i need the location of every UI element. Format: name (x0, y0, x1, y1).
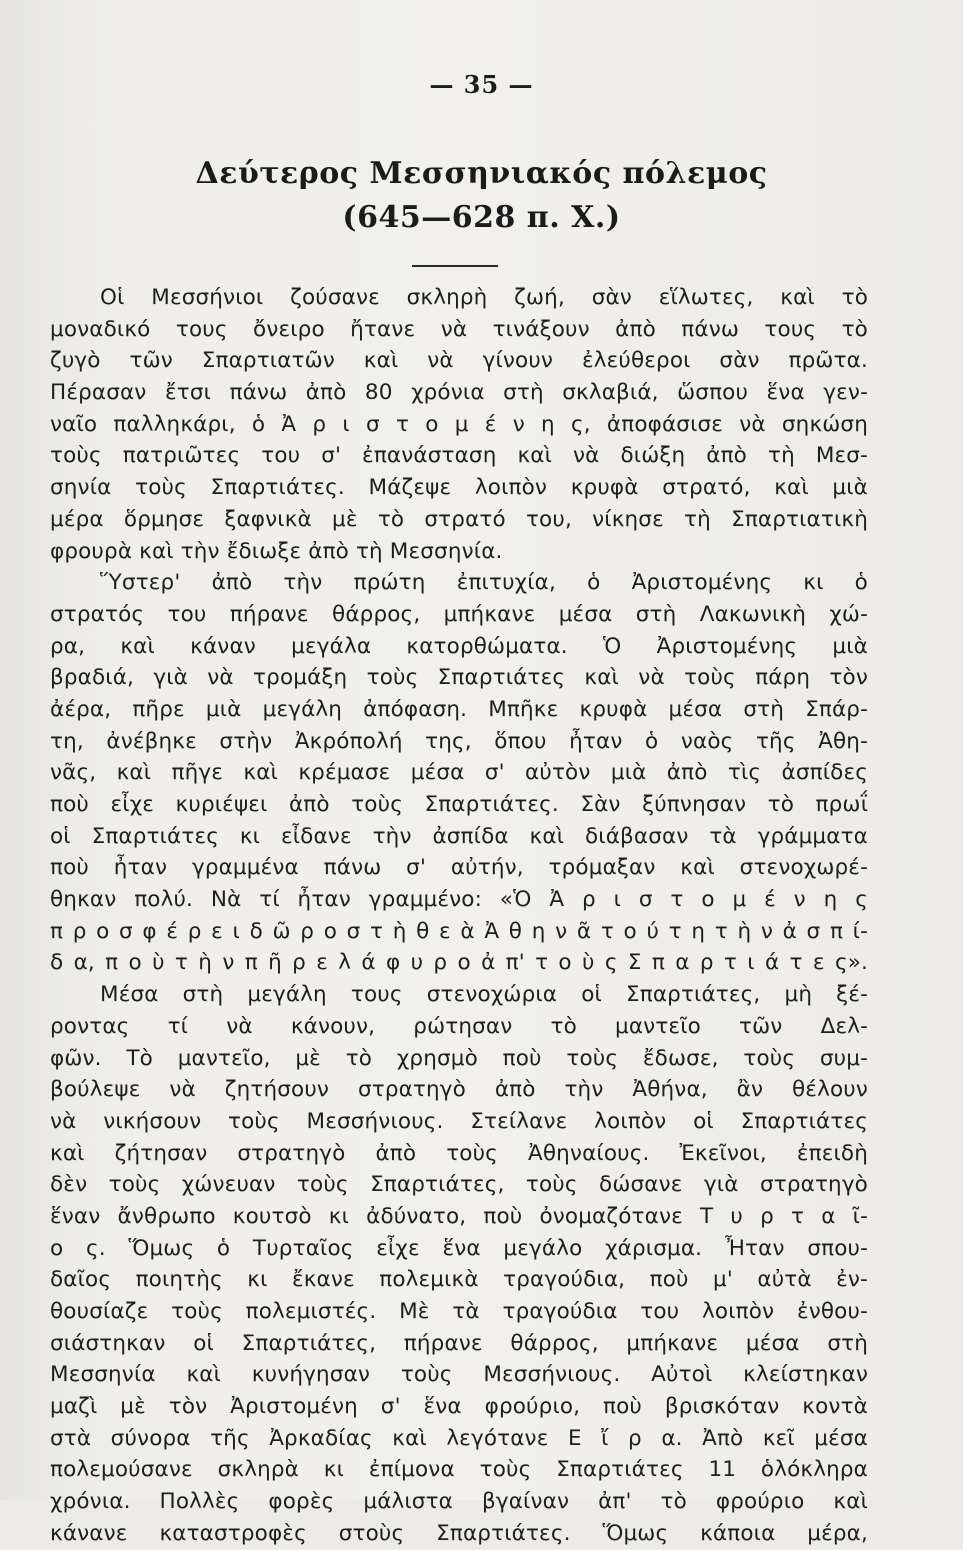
text-line: ρα, καὶ κάναν μεγάλα κατορθώματα. Ὁ Ἀριστομένης μιὰ (50, 633, 868, 659)
body-text (50, 282, 868, 1550)
text-line: σηνία τοὺς Σπαρτιάτες. Μάζεψε λοιπὸν κρυφὰ στρατό, καὶ μιὰ (50, 475, 868, 501)
text-line: Ὕστερ' ἀπὸ τὴν πρώτη ἐπιτυχία, ὁ Ἀριστομένης κι ὁ (100, 570, 868, 596)
text-line: ποὺ ἦταν γραμμένα πάνω σ' αὐτήν, τρόμαξαν καὶ στενοχωρέ- (50, 855, 868, 881)
text-line: καὶ ζήτησαν στρατηγὸ ἀπὸ τοὺς Ἀθηναίους. Ἐκεῖνοι, ἐπειδὴ (50, 1140, 868, 1166)
text-line: θουσίαζε τοὺς πολεμιστές. Μὲ τὰ τραγούδια του λοιπὸν ἐνθου- (50, 1299, 868, 1324)
text-line: μέρα ὅρμησε ξαφνικὰ μὲ τὸ στρατό του, νίκησε τὴ Σπαρτιατικὴ (50, 506, 868, 532)
text-line: φρουρὰ καὶ τὴν ἔδιωξε ἀπὸ τὴ Μεσσηνία. (50, 538, 503, 564)
text-line: ροντας τί νὰ κάνουν, ρώτησαν τὸ μαντεῖο τῶν Δελ- (50, 1013, 868, 1039)
text-line: μοναδικό τους ὄνειρο ἤτανε νὰ τινάξουν ἀπὸ πάνω τους τὸ (50, 316, 868, 342)
chapter-title (0, 152, 963, 240)
text-line: Μέσα στὴ μεγάλη τους στενοχώρια οἱ Σπαρτιάτες, μὴ ξέ- (100, 982, 868, 1008)
title-divider (412, 265, 498, 267)
text-line: δ α, π ο ὺ τ ὴ ν π ῆ ρ ε λ ά φ υ ρ ο ἀ π' τ ο ὺ ς Σ π α ρ τ ι ά τ ε ς». (50, 950, 868, 976)
text-line: τη, ἀνέβηκε στὴν Ἀκρόπολή της, ὅπου ἦταν ὁ ναὸς τῆς Ἀθη- (50, 728, 868, 754)
text-line: στρατός του πήρανε θάρρος, μπήκανε μέσα στὴ Λακωνικὴ χώ- (50, 601, 868, 627)
chapter-title-line-2: (645—628 π. Χ.) (342, 200, 621, 235)
text-line: ζυγὸ τῶν Σπαρτιατῶν καὶ νὰ γίνουν ἐλεύθεροι σὰν πρῶτα. (50, 348, 868, 374)
text-line: ποὺ εἶχε κυριέψει ἀπὸ τοὺς Σπαρτιάτες. Σὰν ξύπνησαν τὸ πρωΐ (50, 792, 868, 817)
text-line: σιάστηκαν οἱ Σπαρτιάτες, πήρανε θάρρος, μπήκανε μέσα στὴ (50, 1330, 868, 1356)
text-line: Πέρασαν ἔτσι πάνω ἀπὸ 80 χρόνια στὴ σκλαβιά, ὥσπου ἕνα γεν- (50, 380, 868, 406)
text-line: ναῖο παλληκάρι, ὁ Ἀ ρ ι σ τ ο μ έ ν η ς, ἀποφάσισε νὰ σηκώση (50, 411, 868, 437)
text-line: στὰ σύνορα τῆς Ἀρκαδίας καὶ λεγότανε Ε ἴ ρ α. Ἀπὸ κεῖ μέσα (50, 1425, 868, 1451)
text-line: δαῖος ποιητὴς κι ἔκανε πολεμικὰ τραγούδια, ποὺ μ' αὐτὰ ἐν- (50, 1267, 868, 1293)
text-line: βούλεψε νὰ ζητήσουν στρατηγὸ ἀπὸ τὴν Ἀθήνα, ἂν θέλουν (50, 1077, 868, 1103)
text-line: τοὺς πατριῶτες του σ' ἐπανάσταση καὶ νὰ διώξη ἀπὸ τὴ Μεσ- (50, 443, 868, 469)
text-line: δὲν τοὺς χώνευαν τοὺς Σπαρτιάτες, τοὺς δώσανε γιὰ στρατηγὸ (50, 1172, 868, 1198)
text-line: θηκαν πολύ. Νὰ τί ἦταν γραμμένο: «Ὁ Ἀ ρ ι σ τ ο μ έ ν η ς (50, 887, 868, 913)
text-line: νᾶς, καὶ πῆγε καὶ κρέμασε μέσα σ' αὐτὸν μιὰ ἀπὸ τὶς ἀσπίδες (50, 760, 868, 786)
text-line: π ρ ο σ φ έ ρ ε ι δ ῶ ρ ο σ τ ὴ θ ε ὰ Ἀ θ η ν ᾶ τ ο ύ τ η τ ὴ ν ἀ σ π ί- (50, 918, 868, 944)
text-line: χρόνια. Πολλὲς φορὲς μάλιστα βγαίναν ἀπ' τὸ φρούριο καὶ (50, 1489, 868, 1515)
text-line: φῶν. Τὸ μαντεῖο, μὲ τὸ χρησμὸ ποὺ τοὺς ἔδωσε, τοὺς συμ- (50, 1045, 868, 1071)
text-line: οἱ Σπαρτιάτες κι εἶδανε τὴν ἀσπίδα καὶ διάβασαν τὰ γράμματα (50, 823, 868, 849)
page-number: — 35 — (429, 70, 534, 99)
text-line: μαζὶ μὲ τὸν Ἀριστομένη σ' ἕνα φρούριο, ποὺ βρισκόταν κοντὰ (50, 1394, 868, 1420)
text-line: ἕναν ἄνθρωπο κουτσὸ κι ἀδύνατο, ποὺ ὀνομαζότανε Τ υ ρ τ α ῖ- (50, 1203, 868, 1229)
text-line: ο ς. Ὅμως ὁ Τυρταῖος εἶχε ἕνα μεγάλο χάρισμα. Ἦταν σπου- (50, 1235, 868, 1261)
text-line: Οἱ Μεσσήνιοι ζούσανε σκληρὴ ζωή, σὰν εἵλωτες, καὶ τὸ (100, 285, 868, 310)
text-line: Μεσσηνία καὶ κυνήγησαν τοὺς Μεσσήνιους. Αὐτοὶ κλείστηκαν (50, 1362, 868, 1388)
text-line: πολεμούσανε σκληρὰ κι ἐπίμονα τοὺς Σπαρτιάτες 11 ὁλόκληρα (50, 1457, 868, 1483)
text-line: νὰ νικήσουν τοὺς Μεσσήνιους. Στείλανε λοιπὸν οἱ Σπαρτιάτες (50, 1108, 868, 1134)
text-line: βραδιά, γιὰ νὰ τρομάξη τοὺς Σπαρτιάτες καὶ νὰ τοὺς πάρη τὸν (50, 665, 868, 691)
chapter-title-line-1: Δεύτερος Μεσσηνιακός πόλεμος (195, 156, 768, 191)
text-line: κάνανε καταστροφὲς στοὺς Σπαρτιάτες. Ὅμως κάποια μέρα, (50, 1520, 868, 1546)
text-line: ἀέρα, πῆρε μιὰ μεγάλη ἀπόφαση. Μπῆκε κρυφὰ μέσα στὴ Σπάρ- (50, 696, 868, 722)
